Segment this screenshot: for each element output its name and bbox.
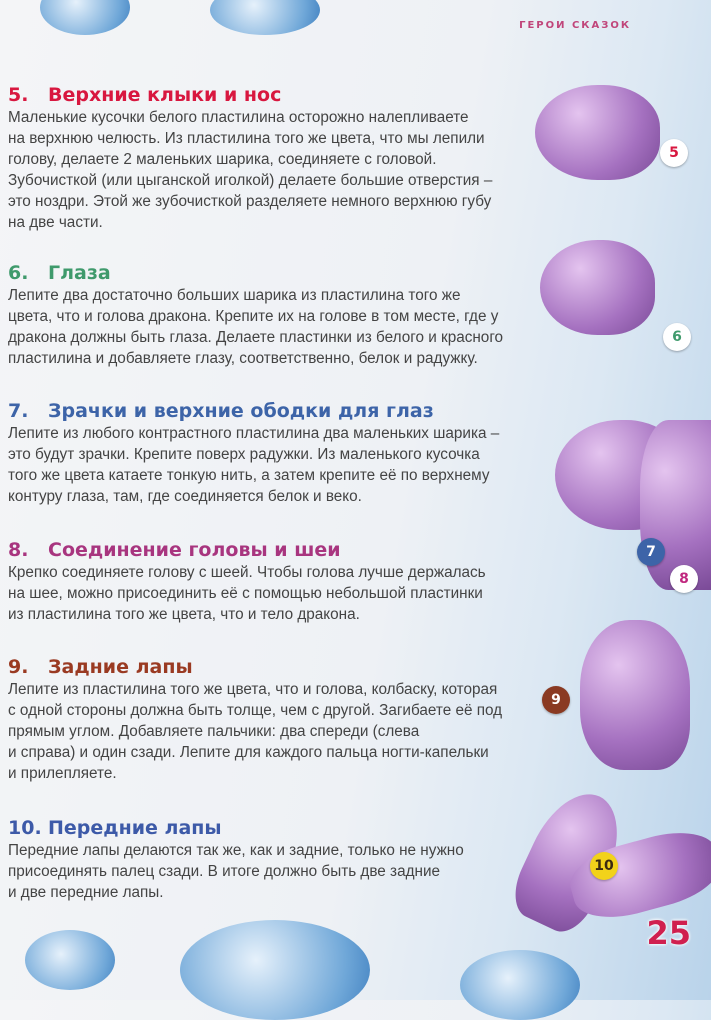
dragon-head-step5-image	[535, 85, 660, 180]
body-line: контуру глаза, там, где соединяется белок и веко.	[8, 488, 362, 505]
body-line: Лепите из любого контрастного пластилина два маленьких шарика –	[8, 425, 500, 442]
step-badge-7: 7	[637, 538, 665, 566]
step-badge-6: 6	[663, 323, 691, 351]
body-line: Передние лапы делаются так же, как и задние, только не нужно	[8, 842, 464, 859]
body-line: это будут зрачки. Крепите поверх радужки. Из маленького кусочка	[8, 446, 480, 463]
body-line: Зубочисткой (или цыганской иголкой) делаете большие отверстия –	[8, 172, 493, 189]
step-badge-10: 10	[590, 852, 618, 880]
cloud-decoration	[25, 930, 115, 990]
body-line: дракона должны быть глаза. Делаете пластинки из белого и красного	[8, 329, 504, 346]
step-5-section	[8, 83, 492, 233]
cloud-decoration	[40, 0, 130, 35]
body-line: прямым углом. Добавляете пальчики: два спереди (слева	[8, 723, 420, 740]
body-line: из пластилина того же цвета, что и тело дракона.	[8, 606, 360, 623]
step-7-section	[8, 399, 499, 507]
cloud-decoration	[180, 920, 370, 1020]
running-header: ГЕРОИ СКАЗОК	[519, 20, 631, 31]
step-10-section	[8, 816, 464, 903]
body-line: это ноздри. Этой же зубочисткой разделяете немного верхнюю губу	[8, 193, 492, 210]
step-7-heading: 7. Зрачки и верхние ободки для глаз	[8, 400, 434, 422]
body-line: и прилепляете.	[8, 765, 117, 782]
step-6-heading: 6. Глаза	[8, 262, 111, 284]
body-line: Лепите два достаточно больших шарика из пластилина того же	[8, 287, 461, 304]
page-number: 25	[646, 914, 691, 952]
step-badge-8: 8	[670, 565, 698, 593]
step-badge-5: 5	[660, 139, 688, 167]
step-8-section	[8, 538, 486, 625]
cloud-decoration	[460, 950, 580, 1020]
body-line: на верхнюю челюсть. Из пластилина того же цвета, что мы лепили	[8, 130, 485, 147]
step-9-heading: 9. Задние лапы	[8, 656, 193, 678]
step-5-heading: 5. Верхние клыки и нос	[8, 84, 282, 106]
step-10-heading: 10. Передние лапы	[8, 817, 222, 839]
body-line: пластилина и добавляете глазу, соответственно, белок и радужку.	[8, 350, 478, 367]
body-line: и две передние лапы.	[8, 884, 164, 901]
dragon-hind-leg-image	[580, 620, 690, 770]
body-line: на две части.	[8, 214, 103, 231]
body-line: Лепите из пластилина того же цвета, что и голова, колбаску, которая	[8, 681, 498, 698]
step-9-section	[8, 655, 502, 784]
step-badge-9: 9	[542, 686, 570, 714]
body-line: Крепко соединяете голову с шеей. Чтобы голова лучше держалась	[8, 564, 486, 581]
body-line: голову, делаете 2 маленьких шарика, соединяете с головой.	[8, 151, 437, 168]
body-line: на шее, можно присоединить её с помощью небольшой пластинки	[8, 585, 483, 602]
body-line: и справа) и один сзади. Лепите для каждого пальца ногти-капельки	[8, 744, 489, 761]
body-line: цвета, что и голова дракона. Крепите их на голове в том месте, где у	[8, 308, 499, 325]
body-line: присоединять палец сзади. В итоге должно быть две задние	[8, 863, 441, 880]
cloud-decoration	[210, 0, 320, 35]
body-line: с одной стороны должна быть толще, чем с другой. Загибаете её под	[8, 702, 503, 719]
step-8-heading: 8. Соединение головы и шеи	[8, 539, 341, 561]
dragon-head-step6-image	[540, 240, 655, 335]
body-line: Маленькие кусочки белого пластилина осторожно налепливаете	[8, 109, 469, 126]
step-6-section	[8, 261, 503, 369]
body-line: того же цвета катаете тонкую нить, а затем крепите её по верхнему	[8, 467, 490, 484]
